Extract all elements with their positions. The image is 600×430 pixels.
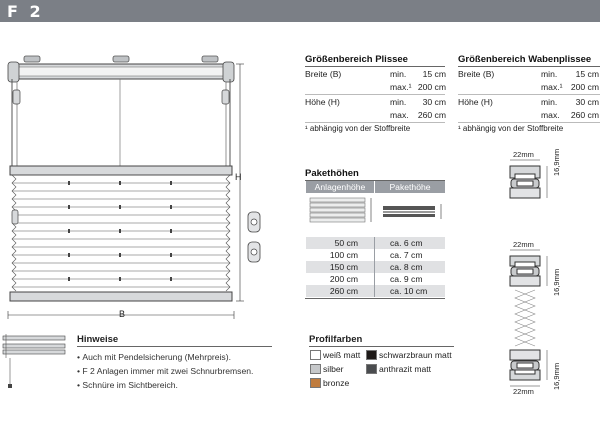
paket-illustration — [305, 194, 446, 236]
swatch-silber — [310, 364, 321, 374]
profile-cross-section — [495, 148, 600, 418]
height-label: H — [235, 172, 242, 182]
mounting-bracket — [24, 56, 218, 62]
middle-rail — [10, 166, 232, 175]
list-item: • Schnüre im Sichtbereich. — [77, 380, 178, 390]
plissee-title: Größenbereich Plissee — [305, 54, 408, 65]
paket-title: Pakethöhen — [305, 168, 359, 179]
list-item: • F 2 Anlagen immer mit zwei Schnurbremsen. — [77, 366, 254, 376]
waben-title: Größenbereich Wabenplissee — [458, 54, 592, 65]
bottom-rail — [10, 292, 232, 301]
width-label: B — [119, 309, 126, 319]
page-title: F 2 — [7, 2, 44, 21]
swatch-weiss — [310, 350, 321, 360]
blind-diagram — [0, 50, 285, 330]
profilfarben-title: Profilfarben — [309, 334, 363, 345]
header-bar — [0, 0, 600, 22]
paket-col-pakethoehe: Pakethöhe — [375, 181, 445, 193]
side-view-icon — [0, 334, 70, 394]
swatch-bronze — [310, 378, 321, 388]
swatch-anthrazit — [366, 364, 377, 374]
list-item: • Auch mit Pendelsicherung (Mehrpreis). — [77, 352, 231, 362]
hinweise-title: Hinweise — [77, 334, 119, 345]
paket-col-anlagenhoehe: Anlagenhöhe — [306, 181, 374, 193]
swatch-schwarzbraun — [366, 350, 377, 360]
